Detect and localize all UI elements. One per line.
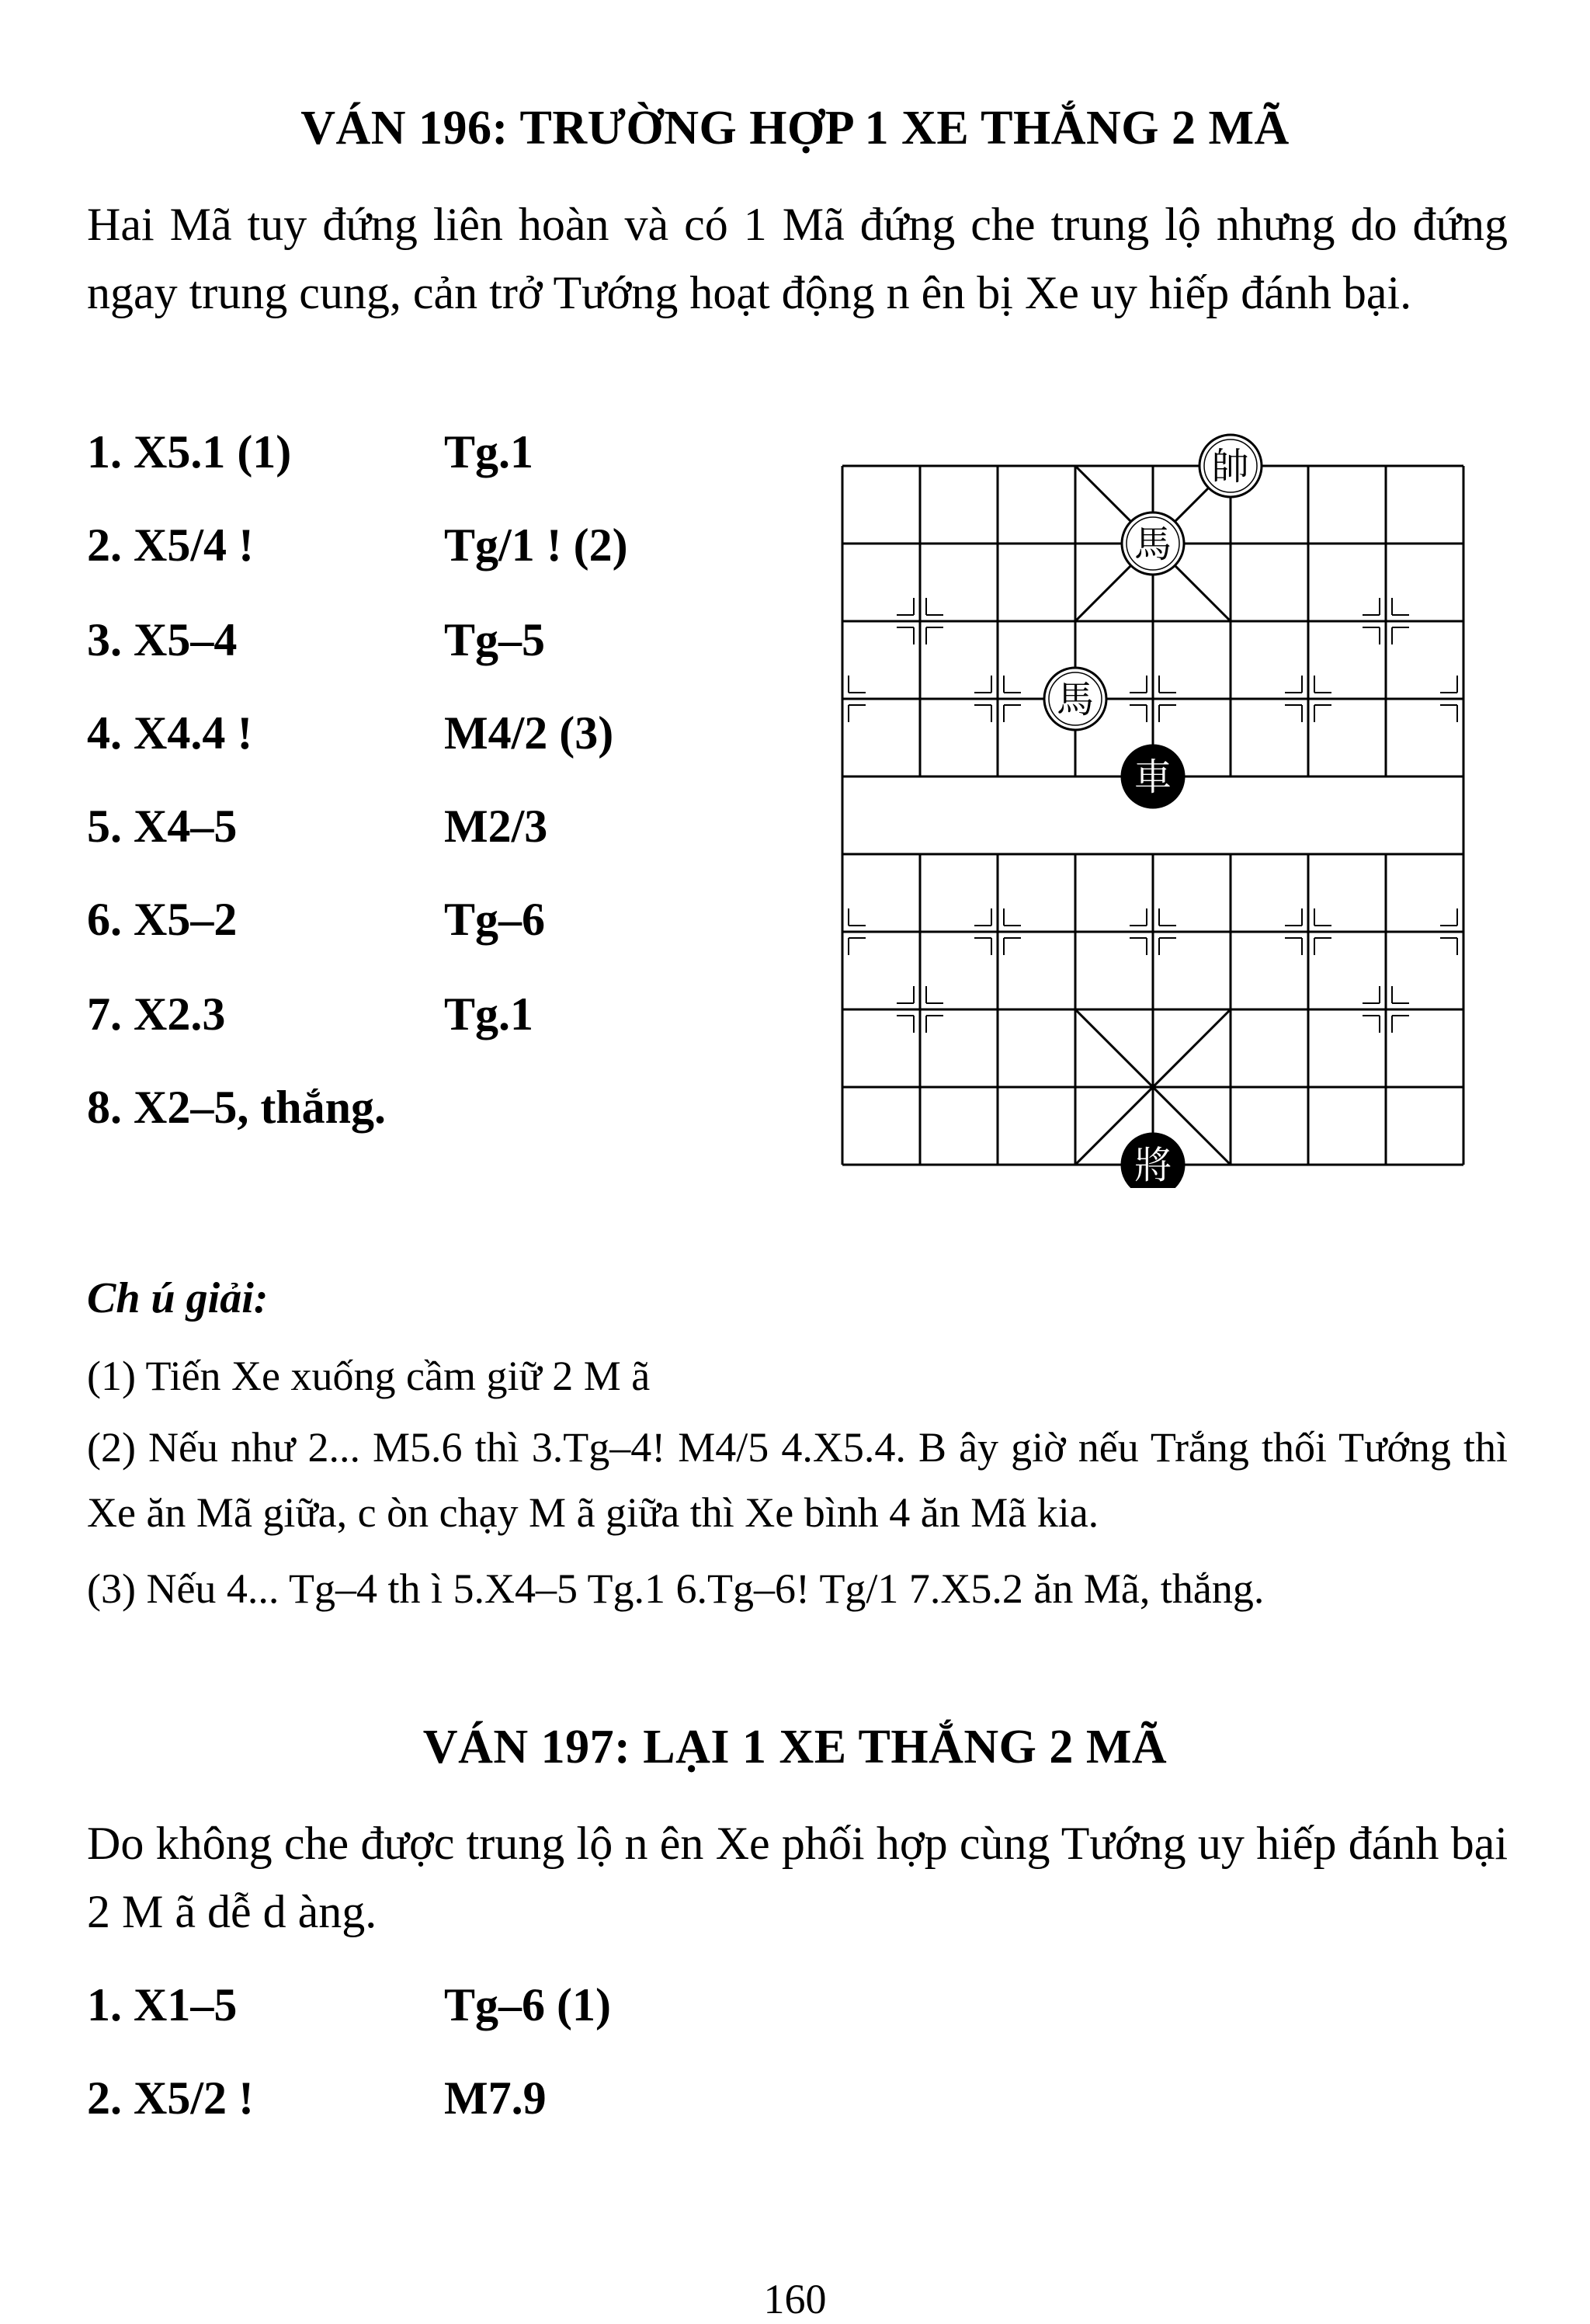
- move-8-white: 8. X2–5, thắng.: [87, 1082, 387, 1133]
- piece-label: 帥: [1211, 445, 1250, 488]
- piece-label: 車: [1133, 756, 1172, 799]
- move-6-black: Tg–6: [444, 894, 546, 945]
- black-chariot-piece: [1122, 745, 1184, 808]
- move-1-white: 1. X5.1 (1): [87, 426, 292, 478]
- note-3: (3) Nếu 4... Tg–4 th ì 5.X4–5 Tg.1 6.Tg–6! Tg/1 7.X5.2 ăn Mã, thắng.: [87, 1565, 1265, 1612]
- move-4-white: 4. X4.4 !: [87, 707, 253, 759]
- piece-label: 將: [1133, 1144, 1172, 1187]
- note-1: (1) Tiến Xe xuống cầm giữ 2 M ã: [87, 1353, 651, 1399]
- piece-label: 馬: [1133, 523, 1172, 566]
- g197-move-1-white: 1. X1–5: [87, 1979, 238, 2030]
- black-general-piece: [1122, 1134, 1184, 1188]
- g197-move-1-black: Tg–6 (1): [444, 1979, 611, 2030]
- game-197-intro: Do không che được trung lộ n ên Xe phối hợp cùng Tướng uy hiếp đánh bại 2 M ã dễ d àng.: [87, 1818, 1508, 1937]
- g197-move-2-white: 2. X5/2 !: [87, 2072, 254, 2124]
- notes-heading: Ch ú giải:: [87, 1274, 269, 1322]
- move-2-white: 2. X5/4 !: [87, 519, 254, 571]
- move-5-black: M2/3: [444, 801, 548, 852]
- move-1-black: Tg.1: [444, 426, 534, 478]
- move-5-white: 5. X4–5: [87, 801, 238, 852]
- piece-label: 馬: [1056, 678, 1095, 721]
- game-197-title: VÁN 197: LẠI 1 XE THẮNG 2 MÃ: [422, 1721, 1168, 1773]
- game-196-title: VÁN 196: TRƯỜNG HỢP 1 XE THẮNG 2 MÃ: [300, 102, 1290, 155]
- g197-move-2-black: M7.9: [444, 2072, 547, 2124]
- move-7-white: 7. X2.3: [87, 988, 226, 1040]
- note-2: (2) Nếu như 2... M5.6 thì 3.Tg–4! M4/5 4.X5.4. B ây giờ nếu Trắng thối Tướng thì Xe ăn Mã giữa, c òn chạy M ã giữa thì Xe bình 4 ăn Mã kia.: [87, 1424, 1508, 1536]
- move-6-white: 6. X5–2: [87, 894, 238, 945]
- move-7-black: Tg.1: [444, 988, 534, 1040]
- page-number: 160: [763, 2276, 827, 2322]
- move-2-black: Tg/1 ! (2): [444, 519, 628, 571]
- xiangqi-board-diagram: [823, 427, 1475, 1188]
- move-4-black: M4/2 (3): [444, 707, 614, 759]
- game-196-intro: Hai Mã tuy đứng liên hoàn và có 1 Mã đứng che trung lộ nhưng do đứng ngay trung cung, cản trở Tướng hoạt động n ên bị Xe uy hiếp đánh bại.: [87, 199, 1508, 318]
- red-general-piece: [1199, 435, 1262, 497]
- move-3-white: 3. X5–4: [87, 614, 238, 665]
- red-horse-piece-side: [1044, 668, 1106, 730]
- red-horse-piece-center: [1122, 512, 1184, 575]
- move-3-black: Tg–5: [444, 614, 546, 665]
